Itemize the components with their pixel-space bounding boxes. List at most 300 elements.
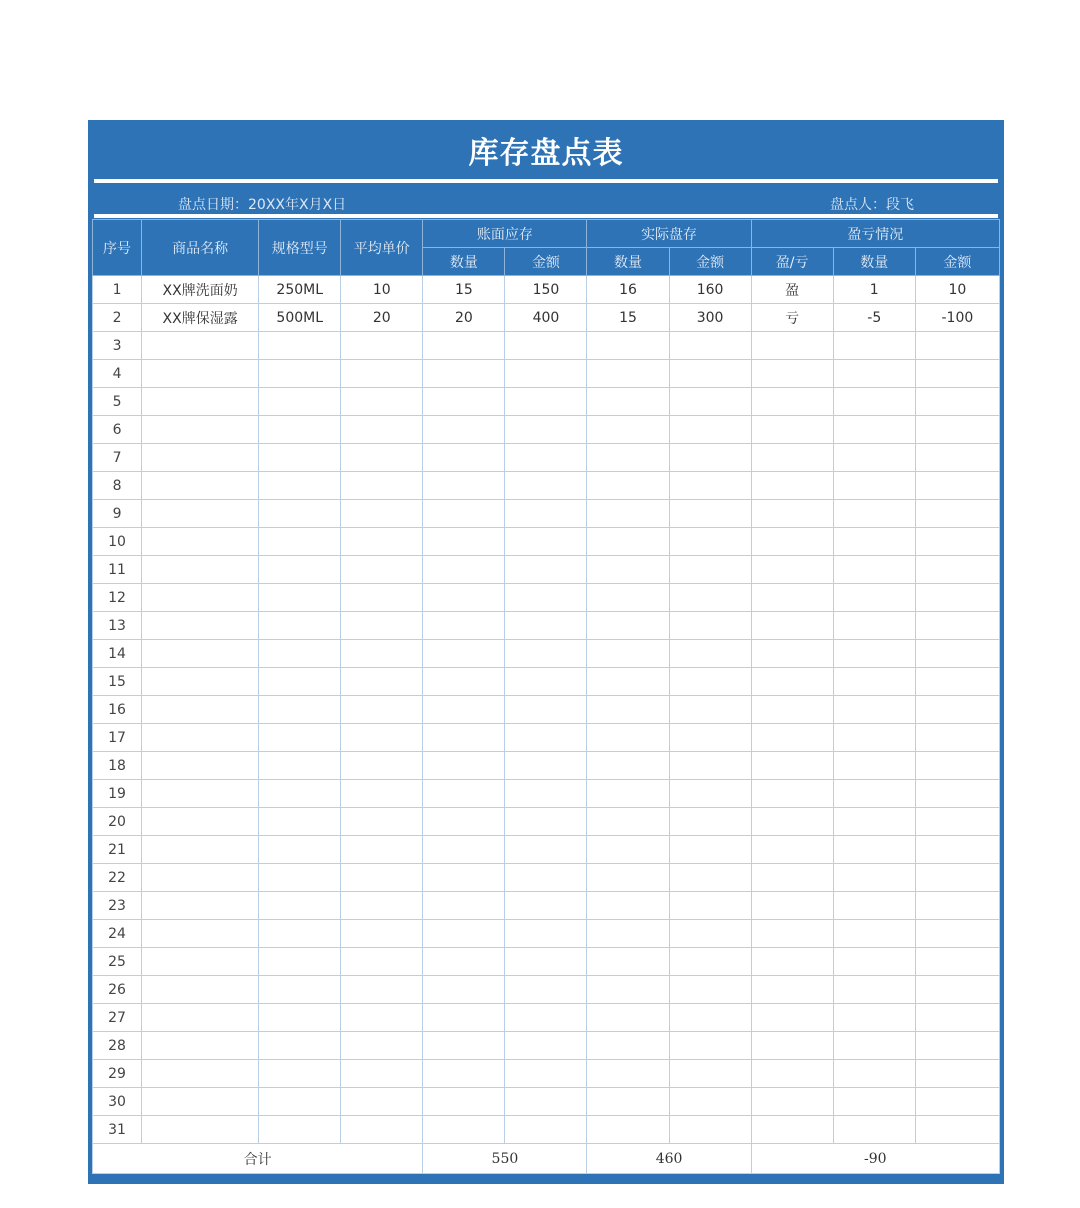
cell-act-amt[interactable] [669,948,751,976]
cell-act-amt[interactable] [669,584,751,612]
cell-flag[interactable] [751,892,833,920]
cell-act-amt[interactable] [669,1088,751,1116]
cell-spec[interactable] [259,444,341,472]
cell-diff-qty[interactable] [833,1032,915,1060]
cell-act-amt[interactable] [669,1004,751,1032]
cell-price[interactable] [341,556,423,584]
cell-index[interactable]: 25 [93,948,142,976]
cell-diff-amt[interactable] [915,612,999,640]
cell-flag[interactable] [751,360,833,388]
cell-act-qty[interactable] [587,948,669,976]
cell-act-qty[interactable] [587,500,669,528]
cell-act-qty[interactable] [587,976,669,1004]
cell-index[interactable]: 26 [93,976,142,1004]
cell-price[interactable] [341,696,423,724]
cell-index[interactable]: 21 [93,836,142,864]
cell-diff-qty[interactable] [833,920,915,948]
cell-price[interactable] [341,836,423,864]
cell-flag[interactable] [751,472,833,500]
cell-book-amt[interactable] [505,976,587,1004]
cell-book-qty[interactable] [423,528,505,556]
cell-book-qty[interactable] [423,696,505,724]
cell-name[interactable] [142,780,259,808]
cell-diff-qty[interactable] [833,976,915,1004]
cell-index[interactable]: 20 [93,808,142,836]
cell-name[interactable] [142,500,259,528]
cell-book-qty[interactable] [423,1116,505,1144]
cell-act-amt[interactable] [669,892,751,920]
cell-diff-amt[interactable] [915,556,999,584]
cell-name[interactable]: XX牌保湿露 [142,304,259,332]
cell-price[interactable] [341,1116,423,1144]
cell-diff-qty[interactable] [833,892,915,920]
cell-book-amt[interactable]: 400 [505,304,587,332]
cell-name[interactable] [142,640,259,668]
cell-book-qty[interactable] [423,892,505,920]
cell-price[interactable] [341,444,423,472]
cell-diff-qty[interactable] [833,556,915,584]
cell-spec[interactable] [259,332,341,360]
cell-index[interactable]: 18 [93,752,142,780]
cell-diff-amt[interactable] [915,780,999,808]
cell-act-qty[interactable] [587,1116,669,1144]
cell-name[interactable] [142,528,259,556]
cell-book-amt[interactable] [505,500,587,528]
cell-act-qty[interactable] [587,836,669,864]
cell-act-amt[interactable] [669,556,751,584]
cell-price[interactable] [341,1060,423,1088]
cell-diff-amt[interactable] [915,500,999,528]
cell-price[interactable] [341,780,423,808]
cell-flag[interactable] [751,1116,833,1144]
cell-act-amt[interactable] [669,528,751,556]
cell-spec[interactable] [259,836,341,864]
cell-act-amt[interactable] [669,416,751,444]
cell-diff-amt[interactable] [915,584,999,612]
cell-flag[interactable] [751,976,833,1004]
cell-spec[interactable] [259,1004,341,1032]
cell-act-qty[interactable]: 16 [587,276,669,304]
cell-name[interactable] [142,948,259,976]
cell-act-amt[interactable] [669,808,751,836]
cell-spec[interactable] [259,976,341,1004]
cell-price[interactable] [341,1004,423,1032]
cell-act-amt[interactable] [669,780,751,808]
cell-price[interactable] [341,500,423,528]
cell-act-qty[interactable] [587,640,669,668]
cell-act-qty[interactable] [587,1060,669,1088]
cell-flag[interactable] [751,332,833,360]
cell-name[interactable] [142,1004,259,1032]
cell-diff-qty[interactable] [833,444,915,472]
cell-flag[interactable] [751,500,833,528]
cell-book-qty[interactable] [423,444,505,472]
cell-flag[interactable] [751,1032,833,1060]
cell-book-qty[interactable] [423,780,505,808]
cell-book-qty[interactable] [423,584,505,612]
cell-index[interactable]: 6 [93,416,142,444]
cell-book-amt[interactable] [505,668,587,696]
cell-spec[interactable] [259,640,341,668]
cell-index[interactable]: 23 [93,892,142,920]
cell-book-qty[interactable] [423,416,505,444]
cell-flag[interactable] [751,612,833,640]
cell-name[interactable] [142,696,259,724]
cell-name[interactable] [142,836,259,864]
cell-act-amt[interactable] [669,752,751,780]
cell-price[interactable] [341,808,423,836]
cell-act-qty[interactable] [587,528,669,556]
cell-price[interactable] [341,948,423,976]
cell-price[interactable] [341,528,423,556]
cell-diff-amt[interactable] [915,976,999,1004]
cell-index[interactable]: 27 [93,1004,142,1032]
cell-price[interactable] [341,724,423,752]
cell-diff-qty[interactable]: -5 [833,304,915,332]
cell-index[interactable]: 29 [93,1060,142,1088]
cell-flag[interactable] [751,388,833,416]
cell-price[interactable] [341,472,423,500]
cell-index[interactable]: 4 [93,360,142,388]
cell-book-amt[interactable] [505,444,587,472]
cell-act-amt[interactable] [669,1116,751,1144]
cell-price[interactable] [341,892,423,920]
cell-book-qty[interactable] [423,836,505,864]
cell-diff-qty[interactable] [833,360,915,388]
cell-book-qty[interactable] [423,1088,505,1116]
cell-diff-amt[interactable] [915,472,999,500]
cell-spec[interactable] [259,808,341,836]
cell-book-amt[interactable] [505,1116,587,1144]
cell-act-amt[interactable] [669,696,751,724]
cell-book-qty[interactable] [423,920,505,948]
cell-price[interactable]: 20 [341,304,423,332]
cell-diff-qty[interactable] [833,948,915,976]
cell-diff-amt[interactable] [915,1060,999,1088]
cell-spec[interactable] [259,1032,341,1060]
cell-book-amt[interactable] [505,1032,587,1060]
cell-price[interactable] [341,332,423,360]
cell-index[interactable]: 13 [93,612,142,640]
cell-diff-amt[interactable] [915,332,999,360]
cell-price[interactable] [341,976,423,1004]
cell-spec[interactable] [259,864,341,892]
cell-spec[interactable]: 500ML [259,304,341,332]
cell-act-qty[interactable] [587,696,669,724]
cell-book-qty[interactable] [423,388,505,416]
cell-index[interactable]: 22 [93,864,142,892]
cell-name[interactable] [142,864,259,892]
cell-book-amt[interactable] [505,388,587,416]
cell-diff-qty[interactable] [833,472,915,500]
cell-act-qty[interactable] [587,780,669,808]
cell-book-amt[interactable] [505,528,587,556]
cell-spec[interactable] [259,668,341,696]
cell-name[interactable] [142,920,259,948]
cell-diff-amt[interactable]: 10 [915,276,999,304]
cell-book-amt[interactable] [505,780,587,808]
cell-name[interactable] [142,1032,259,1060]
cell-act-amt[interactable] [669,1032,751,1060]
cell-act-qty[interactable] [587,1032,669,1060]
cell-act-amt[interactable] [669,724,751,752]
cell-index[interactable]: 31 [93,1116,142,1144]
cell-diff-amt[interactable] [915,1088,999,1116]
cell-index[interactable]: 16 [93,696,142,724]
cell-act-amt[interactable] [669,612,751,640]
cell-name[interactable] [142,612,259,640]
cell-book-qty[interactable] [423,500,505,528]
cell-act-qty[interactable] [587,388,669,416]
cell-flag[interactable] [751,1004,833,1032]
cell-diff-amt[interactable] [915,444,999,472]
cell-act-amt[interactable] [669,388,751,416]
cell-spec[interactable] [259,1116,341,1144]
cell-flag[interactable] [751,444,833,472]
cell-book-qty[interactable] [423,976,505,1004]
cell-book-amt[interactable] [505,612,587,640]
cell-index[interactable]: 28 [93,1032,142,1060]
cell-act-qty[interactable] [587,360,669,388]
cell-book-amt[interactable] [505,696,587,724]
cell-act-amt[interactable] [669,640,751,668]
cell-act-qty[interactable]: 15 [587,304,669,332]
cell-diff-amt[interactable] [915,948,999,976]
cell-name[interactable] [142,1060,259,1088]
cell-index[interactable]: 9 [93,500,142,528]
cell-book-amt[interactable] [505,836,587,864]
cell-book-amt[interactable] [505,472,587,500]
cell-act-amt[interactable] [669,332,751,360]
cell-diff-qty[interactable] [833,1088,915,1116]
cell-price[interactable] [341,752,423,780]
cell-book-qty[interactable] [423,556,505,584]
cell-act-qty[interactable] [587,332,669,360]
cell-book-qty[interactable] [423,668,505,696]
cell-diff-qty[interactable] [833,1004,915,1032]
cell-book-amt[interactable] [505,864,587,892]
cell-diff-qty[interactable] [833,640,915,668]
cell-book-amt[interactable] [505,752,587,780]
cell-book-qty[interactable] [423,1060,505,1088]
cell-book-amt[interactable] [505,1004,587,1032]
cell-price[interactable] [341,360,423,388]
cell-act-qty[interactable] [587,612,669,640]
cell-book-amt[interactable] [505,332,587,360]
cell-price[interactable]: 10 [341,276,423,304]
cell-name[interactable] [142,724,259,752]
cell-diff-amt[interactable] [915,640,999,668]
cell-name[interactable] [142,892,259,920]
cell-book-amt[interactable] [505,808,587,836]
cell-diff-qty[interactable] [833,864,915,892]
cell-flag[interactable] [751,864,833,892]
cell-name[interactable] [142,1088,259,1116]
cell-book-qty[interactable] [423,360,505,388]
cell-name[interactable] [142,388,259,416]
cell-spec[interactable] [259,556,341,584]
cell-index[interactable]: 10 [93,528,142,556]
cell-act-amt[interactable] [669,920,751,948]
cell-book-amt[interactable]: 150 [505,276,587,304]
cell-flag[interactable] [751,724,833,752]
cell-name[interactable] [142,808,259,836]
cell-flag[interactable] [751,696,833,724]
cell-act-qty[interactable] [587,808,669,836]
cell-price[interactable] [341,416,423,444]
cell-index[interactable]: 1 [93,276,142,304]
cell-diff-amt[interactable] [915,388,999,416]
cell-spec[interactable] [259,500,341,528]
cell-name[interactable]: XX牌洗面奶 [142,276,259,304]
cell-diff-qty[interactable] [833,808,915,836]
cell-flag[interactable] [751,416,833,444]
cell-act-amt[interactable] [669,360,751,388]
cell-diff-qty[interactable] [833,668,915,696]
cell-act-qty[interactable] [587,668,669,696]
cell-name[interactable] [142,472,259,500]
cell-diff-qty[interactable] [833,780,915,808]
cell-act-amt[interactable] [669,1060,751,1088]
cell-diff-qty[interactable] [833,500,915,528]
cell-flag[interactable] [751,640,833,668]
cell-book-qty[interactable] [423,808,505,836]
cell-book-amt[interactable] [505,892,587,920]
cell-act-qty[interactable] [587,920,669,948]
cell-price[interactable] [341,612,423,640]
cell-diff-amt[interactable] [915,724,999,752]
cell-diff-amt[interactable] [915,416,999,444]
cell-act-qty[interactable] [587,416,669,444]
cell-diff-amt[interactable] [915,1116,999,1144]
cell-diff-qty[interactable] [833,696,915,724]
cell-price[interactable] [341,584,423,612]
cell-name[interactable] [142,556,259,584]
cell-index[interactable]: 11 [93,556,142,584]
cell-name[interactable] [142,360,259,388]
cell-book-qty[interactable] [423,752,505,780]
cell-spec[interactable] [259,416,341,444]
cell-spec[interactable] [259,388,341,416]
cell-diff-qty[interactable] [833,612,915,640]
cell-flag[interactable]: 盈 [751,276,833,304]
cell-index[interactable]: 24 [93,920,142,948]
cell-flag[interactable] [751,584,833,612]
cell-diff-qty[interactable] [833,388,915,416]
cell-name[interactable] [142,752,259,780]
cell-spec[interactable] [259,920,341,948]
cell-book-amt[interactable] [505,556,587,584]
cell-diff-amt[interactable] [915,808,999,836]
cell-act-qty[interactable] [587,444,669,472]
cell-diff-qty[interactable] [833,724,915,752]
cell-flag[interactable] [751,948,833,976]
cell-flag[interactable]: 亏 [751,304,833,332]
cell-spec[interactable] [259,892,341,920]
cell-book-qty[interactable] [423,948,505,976]
cell-spec[interactable] [259,472,341,500]
cell-spec[interactable] [259,360,341,388]
cell-act-qty[interactable] [587,556,669,584]
cell-flag[interactable] [751,1060,833,1088]
cell-spec[interactable] [259,612,341,640]
cell-book-amt[interactable] [505,948,587,976]
cell-book-amt[interactable] [505,416,587,444]
cell-spec[interactable] [259,584,341,612]
cell-book-qty[interactable] [423,864,505,892]
cell-act-amt[interactable] [669,444,751,472]
cell-index[interactable]: 7 [93,444,142,472]
cell-book-amt[interactable] [505,920,587,948]
cell-price[interactable] [341,1088,423,1116]
cell-diff-amt[interactable]: -100 [915,304,999,332]
cell-flag[interactable] [751,836,833,864]
cell-diff-amt[interactable] [915,920,999,948]
cell-book-qty[interactable]: 15 [423,276,505,304]
cell-diff-qty[interactable] [833,1060,915,1088]
cell-diff-qty[interactable] [833,836,915,864]
cell-diff-amt[interactable] [915,668,999,696]
cell-name[interactable] [142,416,259,444]
cell-diff-amt[interactable] [915,1032,999,1060]
cell-spec[interactable] [259,696,341,724]
cell-flag[interactable] [751,528,833,556]
cell-name[interactable] [142,584,259,612]
cell-diff-amt[interactable] [915,864,999,892]
cell-book-amt[interactable] [505,1060,587,1088]
cell-flag[interactable] [751,808,833,836]
cell-index[interactable]: 3 [93,332,142,360]
cell-price[interactable] [341,1032,423,1060]
cell-act-amt[interactable] [669,836,751,864]
cell-spec[interactable] [259,1060,341,1088]
cell-price[interactable] [341,920,423,948]
cell-act-qty[interactable] [587,724,669,752]
cell-spec[interactable] [259,752,341,780]
cell-book-amt[interactable] [505,360,587,388]
cell-book-amt[interactable] [505,1088,587,1116]
cell-index[interactable]: 17 [93,724,142,752]
cell-book-qty[interactable] [423,472,505,500]
cell-act-qty[interactable] [587,472,669,500]
cell-book-qty[interactable] [423,1032,505,1060]
cell-book-qty[interactable] [423,1004,505,1032]
cell-book-qty[interactable] [423,640,505,668]
cell-act-amt[interactable] [669,976,751,1004]
cell-book-qty[interactable] [423,612,505,640]
cell-act-amt[interactable]: 300 [669,304,751,332]
cell-book-amt[interactable] [505,640,587,668]
cell-flag[interactable] [751,668,833,696]
cell-diff-qty[interactable] [833,752,915,780]
cell-book-amt[interactable] [505,584,587,612]
cell-act-qty[interactable] [587,584,669,612]
cell-act-qty[interactable] [587,864,669,892]
cell-act-qty[interactable] [587,1004,669,1032]
cell-flag[interactable] [751,1088,833,1116]
cell-act-amt[interactable]: 160 [669,276,751,304]
cell-name[interactable] [142,668,259,696]
cell-act-amt[interactable] [669,668,751,696]
cell-spec[interactable] [259,1088,341,1116]
cell-diff-qty[interactable] [833,584,915,612]
cell-diff-qty[interactable] [833,332,915,360]
cell-diff-qty[interactable] [833,1116,915,1144]
cell-spec[interactable]: 250ML [259,276,341,304]
cell-diff-qty[interactable] [833,528,915,556]
cell-index[interactable]: 2 [93,304,142,332]
cell-act-qty[interactable] [587,1088,669,1116]
